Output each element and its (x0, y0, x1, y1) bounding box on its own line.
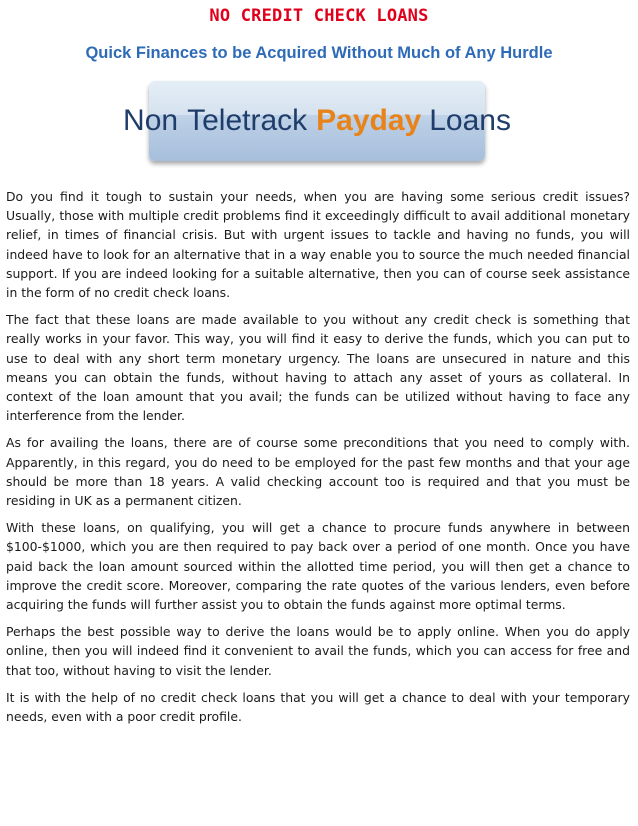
article-body (6, 187, 630, 734)
banner-word-teletrack: Teletrack (187, 104, 308, 137)
paragraph-6: It is with the help of no credit check loans that you will get a chance to deal with your temporary needs, even with a poor credit profile. (6, 689, 630, 725)
paragraph-4: With these loans, on qualifying, you will get a chance to procure funds anywhere in between $100-$1000, which you are then required to pay back over a period of one month. Once you have paid back the loan amount sourced within the allotted time period, you will then get a chance to improve the credit score. Moreover, comparing the rate quotes of the various lenders, even before acquiring the funds will further assist you to obtain the funds against more optimal terms. (6, 520, 630, 613)
banner-word-payday: Payday (316, 104, 422, 137)
paragraph-3: As for availing the loans, there are of course some preconditions that you need to comply with. Apparently, in this regard, you do need to be employed for the past few months and that your age should be more than 18 years. A valid checking account too is required and that you must be residing in UK as a permanent citizen. (6, 435, 630, 509)
paragraph-5: Perhaps the best possible way to derive the loans would be to apply online. When you do apply online, then you will indeed find it convenient to avail the funds, which you can access for free and that too, without having to visit the lender. (6, 624, 630, 678)
page-title: NO CREDIT CHECK LOANS (209, 6, 429, 26)
banner-logo-text (123, 81, 511, 161)
non-teletrack-payday-loans-logo-banner (123, 81, 511, 161)
banner-word-loans: Loans (429, 104, 511, 137)
paragraph-2: The fact that these loans are made available to you without any credit check is something that really works in your favor. This way, you will find it easy to derive the funds, which you can put to use to deal with any short term monetary urgency. The loans are unsecured in nature and this means you can obtain the funds, without having to attach any asset of yours as collateral. In context of the loan amount that you avail; the funds can be utilized without having to face any interference from the lender. (6, 312, 630, 424)
paragraph-1: Do you find it tough to sustain your needs, when you are having some serious credit issues? Usually, those with multiple credit problems find it exceedingly difficult to avail additional monetary relief, in times of financial crisis. But with urgent issues to tackle and having no funds, you will indeed have to look for an alternative that in a way enable you to source the much needed financial support. If you are indeed looking for a suitable alternative, then you can of course seek assistance in the form of no credit check loans. (6, 189, 630, 301)
page-subtitle: Quick Finances to be Acquired Without Much of Any Hurdle (85, 44, 553, 62)
banner-word-non: Non (123, 104, 179, 137)
